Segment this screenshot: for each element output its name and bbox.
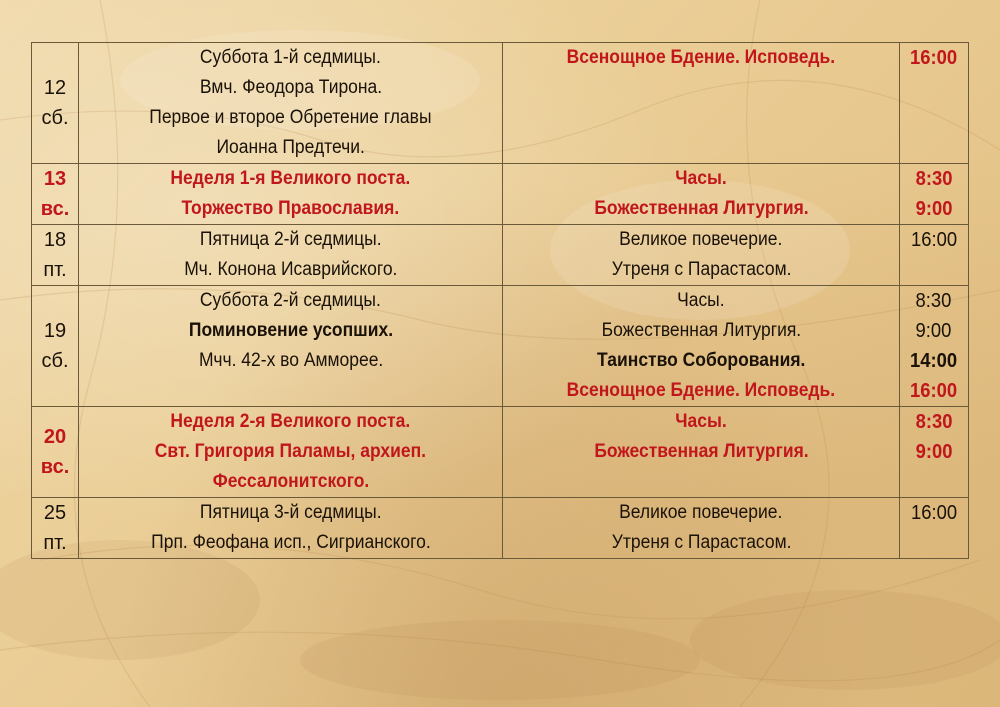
time-cell <box>899 43 968 164</box>
service-line: Божественная Литургия. <box>594 441 809 462</box>
service-time: 9:00 <box>916 320 952 342</box>
service-line: Утреня с Парастасом. <box>611 259 792 280</box>
feast-cell <box>79 43 503 164</box>
time-cell <box>899 164 968 225</box>
service-time: 8:30 <box>916 290 952 312</box>
feast-title-line: Мч. Конона Исаврийского. <box>184 259 398 280</box>
weekday-label: вс. <box>40 198 70 220</box>
feast-title-line: Первое и второе Обретение главы <box>149 107 432 128</box>
schedule-row <box>32 286 969 407</box>
service-line: Всенощное Бдение. Исповедь. <box>566 380 836 401</box>
service-line: Всенощное Бдение. Исповедь. <box>566 47 836 68</box>
service-line: Часы. <box>675 411 727 432</box>
feast-title-line: Пятница 2-й седмицы. <box>199 229 382 250</box>
feast-title-line: Иоанна Предтечи. <box>216 137 365 158</box>
day-number: 13 <box>43 168 67 190</box>
service-time: 16:00 <box>910 502 957 524</box>
service-time: 8:30 <box>915 168 953 190</box>
service-cell <box>503 225 899 286</box>
weekday-label: пт. <box>43 532 67 554</box>
service-line: Часы. <box>675 168 727 189</box>
feast-title-line: Вмч. Феодора Тирона. <box>199 77 382 98</box>
service-line: Божественная Литургия. <box>601 320 801 341</box>
day-number: 19 <box>43 320 67 342</box>
date-cell <box>32 225 79 286</box>
feast-cell <box>79 286 503 407</box>
service-time: 16:00 <box>910 229 957 251</box>
schedule-row <box>32 164 969 225</box>
service-cell <box>503 498 899 559</box>
service-line: Великое повечерие. <box>619 502 783 523</box>
service-line: Божественная Литургия. <box>594 198 809 219</box>
feast-cell <box>79 498 503 559</box>
feast-cell <box>79 164 503 225</box>
service-line: Утреня с Парастасом. <box>611 532 792 553</box>
service-cell <box>503 407 899 498</box>
date-cell <box>32 43 79 164</box>
schedule-row <box>32 43 969 164</box>
date-cell <box>32 407 79 498</box>
date-cell <box>32 498 79 559</box>
service-line: Часы. <box>677 290 725 311</box>
feast-cell <box>79 225 503 286</box>
time-cell <box>899 225 968 286</box>
service-cell <box>503 286 899 407</box>
feast-title-line: Торжество Православия. <box>181 198 400 219</box>
service-time: 9:00 <box>915 441 953 463</box>
feast-title-line: Суббота 2-й седмицы. <box>200 290 382 311</box>
schedule-row <box>32 407 969 498</box>
feast-title-line: Неделя 1-я Великого поста. <box>170 168 411 189</box>
feast-title-line: Поминовение усопших. <box>188 320 393 341</box>
schedule-body <box>32 43 969 559</box>
schedule-row <box>32 225 969 286</box>
day-number: 25 <box>43 502 67 524</box>
feast-title-line: Неделя 2-я Великого поста. <box>170 411 411 432</box>
service-cell <box>503 164 899 225</box>
date-cell <box>32 286 79 407</box>
weekday-label: сб. <box>41 350 69 372</box>
feast-title-line: Суббота 1-й седмицы. <box>200 47 382 68</box>
feast-title-line: Прп. Феофана исп., Сигрианского. <box>150 532 431 553</box>
time-cell <box>899 286 968 407</box>
time-cell <box>899 498 968 559</box>
feast-title-line: Мчч. 42-х во Амморее. <box>198 350 383 371</box>
date-cell <box>32 164 79 225</box>
service-schedule-table <box>31 42 969 559</box>
service-time: 14:00 <box>910 350 958 372</box>
weekday-label: пт. <box>43 259 67 281</box>
day-number: 20 <box>43 426 67 448</box>
service-time: 16:00 <box>910 380 958 402</box>
feast-title-line: Свт. Григория Паламы, архиеп. <box>155 441 427 462</box>
feast-title-line: Фессалонитского. <box>212 471 370 492</box>
service-time: 16:00 <box>910 47 958 69</box>
day-number: 12 <box>43 77 67 99</box>
weekday-label: сб. <box>41 107 69 129</box>
time-cell <box>899 407 968 498</box>
day-number: 18 <box>43 229 67 251</box>
service-line: Великое повечерие. <box>619 229 783 250</box>
service-line: Таинство Соборования. <box>597 350 806 371</box>
service-cell <box>503 43 899 164</box>
schedule-row <box>32 498 969 559</box>
service-time: 9:00 <box>915 198 953 220</box>
feast-title-line: Пятница 3-й седмицы. <box>199 502 382 523</box>
weekday-label: вс. <box>40 456 70 478</box>
service-time: 8:30 <box>915 411 953 433</box>
feast-cell <box>79 407 503 498</box>
